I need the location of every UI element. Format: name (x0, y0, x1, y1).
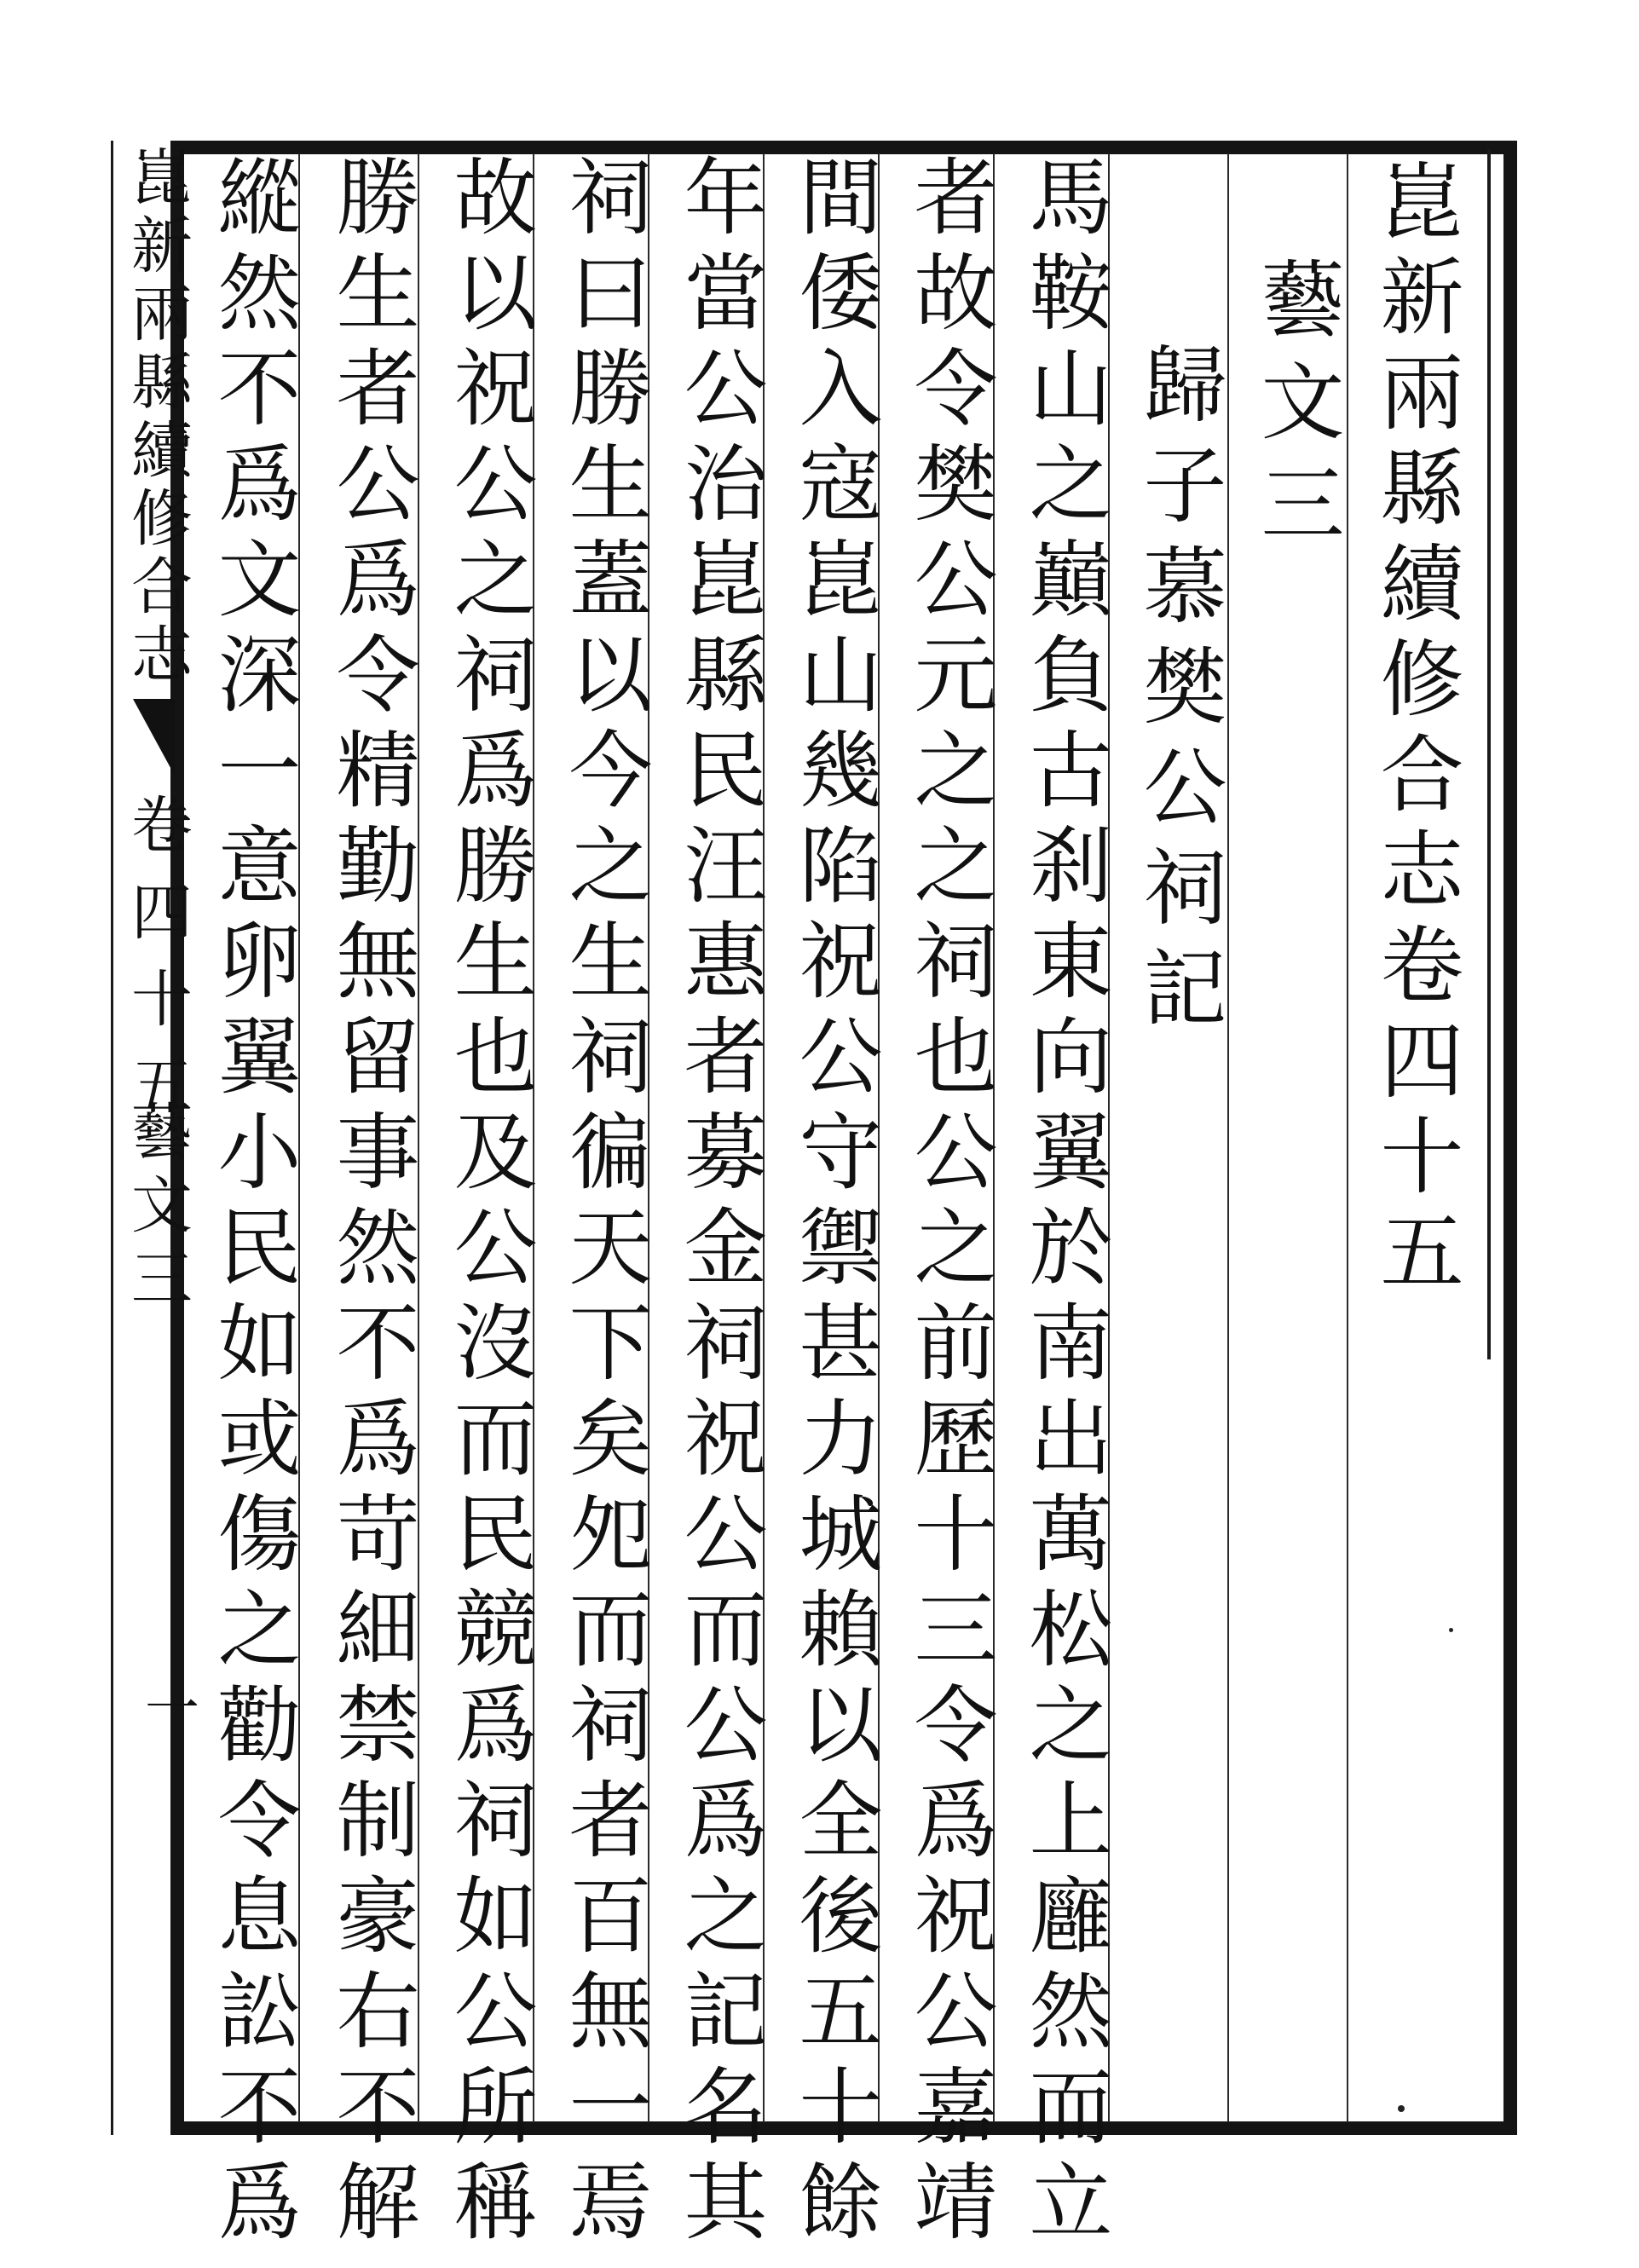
body-column-3: 間倭入寇崑山幾陷祝公守禦甚力城賴以全後五十餘 (785, 153, 882, 2254)
body-column-7: 勝生者公爲令精勤無留事然不爲苛細禁制豪右不解 (322, 153, 419, 2254)
section-heading: 藝文三 (1247, 256, 1344, 563)
body-column-2: 者故令樊公元之之祠也公之前歷十三令爲祝公嘉靖 (900, 153, 997, 2254)
volume-title: 崑新兩縣續修合志卷四十五 (1366, 158, 1463, 1303)
body-column-1: 馬鞍山之巔負古刹東向翼於南出萬松之上廱然而立 (1015, 153, 1112, 2254)
frame-inner-line (1487, 149, 1491, 1359)
body-column-6: 故以祝公之祠爲勝生也及公沒而民競爲祠如公所稱 (440, 153, 537, 2254)
ink-speck (1398, 2105, 1405, 2112)
body-column-4: 年當公治崑縣民汪惠者募金祠祝公而公爲之記名其 (670, 153, 767, 2254)
body-column-8: 縱然不爲文深一意卵翼小民如或傷之勸令息訟不爲 (204, 153, 301, 2254)
banxin-volume: 卷四十五 (121, 793, 193, 1140)
fishtail-mark (115, 699, 175, 776)
page-number: 一 (136, 1679, 199, 1734)
column-rule (1347, 153, 1348, 2122)
banxin-section: 藝文三 (121, 1099, 193, 1319)
body-column-5: 祠曰勝生蓋以今之生祠徧天下矣夗而祠者百無一焉 (555, 153, 652, 2254)
ink-speck (1449, 1628, 1453, 1632)
piece-title: 歸子慕樊公祠記 (1129, 341, 1226, 1045)
banxin-title: 崑新兩縣續修合志 (121, 145, 193, 690)
